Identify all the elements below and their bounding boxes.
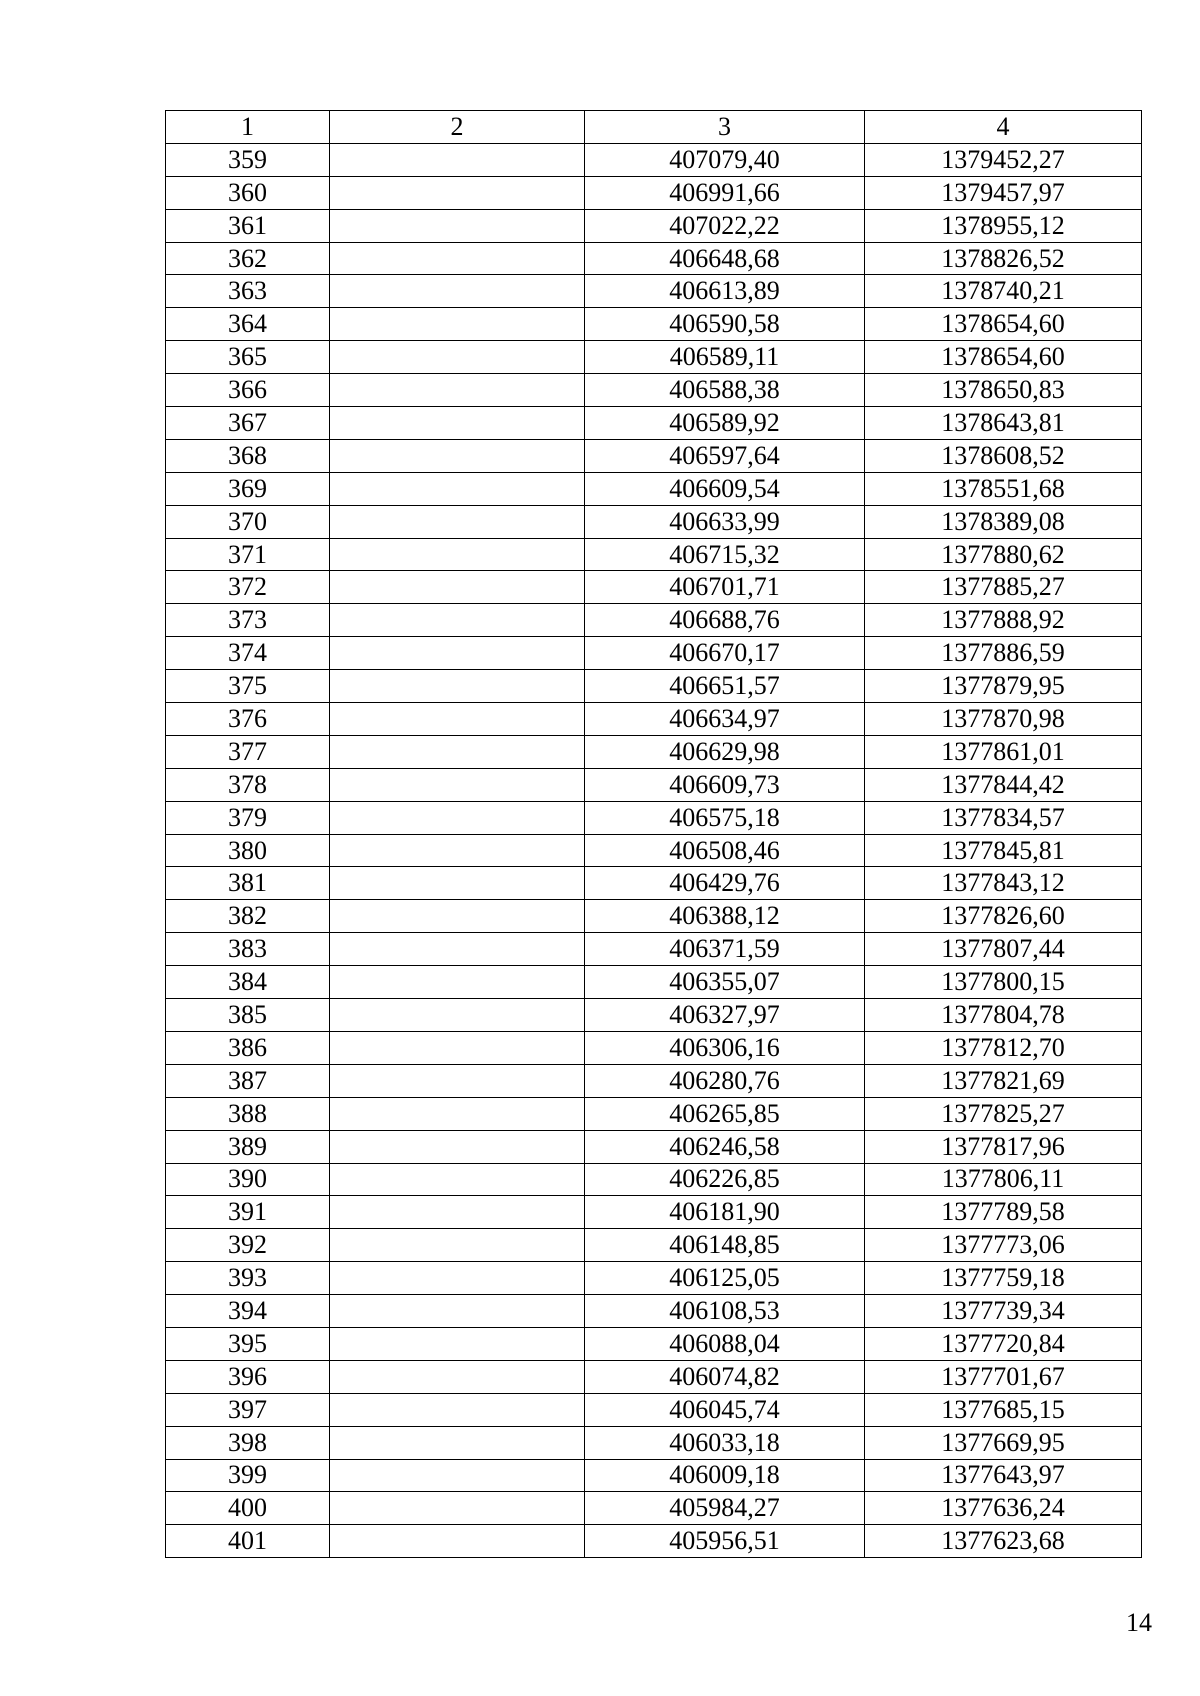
coordinate-y-cell: 1377817,96 [865,1130,1142,1163]
table-row [166,1327,1142,1360]
point-number-cell: 397 [166,1393,330,1426]
coordinate-x-cell: 406009,18 [585,1459,865,1492]
point-number-cell: 366 [166,374,330,407]
coordinate-x-cell: 406609,73 [585,768,865,801]
coordinate-y-cell: 1377826,60 [865,900,1142,933]
table-row [166,1196,1142,1229]
point-number-cell: 361 [166,209,330,242]
column-2-cell [330,867,585,900]
coordinate-x-cell: 406088,04 [585,1327,865,1360]
point-number-cell: 394 [166,1295,330,1328]
column-2-cell [330,374,585,407]
point-number-cell: 393 [166,1262,330,1295]
coordinate-y-cell: 1379452,27 [865,143,1142,176]
coordinate-x-cell: 406589,11 [585,341,865,374]
column-2-cell [330,900,585,933]
table-row [166,1064,1142,1097]
coordinate-y-cell: 1377685,15 [865,1393,1142,1426]
coordinate-x-cell: 406991,66 [585,176,865,209]
coordinate-y-cell: 1377821,69 [865,1064,1142,1097]
column-2-cell [330,1492,585,1525]
point-number-cell: 363 [166,275,330,308]
table-row [166,801,1142,834]
column-2-cell [330,505,585,538]
point-number-cell: 381 [166,867,330,900]
point-number-cell: 360 [166,176,330,209]
table-row [166,604,1142,637]
coordinate-y-cell: 1377806,11 [865,1163,1142,1196]
table-row [166,143,1142,176]
coordinate-y-cell: 1379457,97 [865,176,1142,209]
table-row [166,834,1142,867]
point-number-cell: 392 [166,1229,330,1262]
point-number-cell: 377 [166,735,330,768]
column-2-cell [330,670,585,703]
coordinate-y-cell: 1378826,52 [865,242,1142,275]
coordinate-y-cell: 1377669,95 [865,1426,1142,1459]
column-header-2: 2 [330,111,585,144]
table-row [166,538,1142,571]
table-row [166,407,1142,440]
column-2-cell [330,768,585,801]
coordinate-x-cell: 406045,74 [585,1393,865,1426]
column-2-cell [330,834,585,867]
coordinate-y-cell: 1377888,92 [865,604,1142,637]
coordinate-y-cell: 1378608,52 [865,439,1142,472]
coordinate-x-cell: 407022,22 [585,209,865,242]
point-number-cell: 390 [166,1163,330,1196]
point-number-cell: 385 [166,999,330,1032]
table-row [166,1426,1142,1459]
point-number-cell: 388 [166,1097,330,1130]
coordinate-y-cell: 1377739,34 [865,1295,1142,1328]
column-2-cell [330,1327,585,1360]
coordinate-y-cell: 1377870,98 [865,703,1142,736]
page-number: 14 [1126,1608,1152,1637]
column-2-cell [330,966,585,999]
column-header-4: 4 [865,111,1142,144]
column-2-cell [330,1064,585,1097]
table-row [166,505,1142,538]
coordinate-y-cell: 1377789,58 [865,1196,1142,1229]
point-number-cell: 359 [166,143,330,176]
column-2-cell [330,308,585,341]
column-2-cell [330,1525,585,1558]
table-row [166,1130,1142,1163]
coordinate-x-cell: 406033,18 [585,1426,865,1459]
table-row [166,1163,1142,1196]
table-row [166,1360,1142,1393]
coordinate-y-cell: 1377643,97 [865,1459,1142,1492]
coordinate-x-cell: 406181,90 [585,1196,865,1229]
header-row [166,111,1142,144]
table-row [166,933,1142,966]
point-number-cell: 371 [166,538,330,571]
coordinate-y-cell: 1377843,12 [865,867,1142,900]
point-number-cell: 398 [166,1426,330,1459]
point-number-cell: 375 [166,670,330,703]
column-header-3: 3 [585,111,865,144]
point-number-cell: 389 [166,1130,330,1163]
point-number-cell: 364 [166,308,330,341]
point-number-cell: 401 [166,1525,330,1558]
column-2-cell [330,472,585,505]
table-row [166,374,1142,407]
coordinate-y-cell: 1377759,18 [865,1262,1142,1295]
coordinate-x-cell: 406575,18 [585,801,865,834]
table-row [166,472,1142,505]
column-2-cell [330,176,585,209]
coordinate-x-cell: 406355,07 [585,966,865,999]
coordinate-x-cell: 406688,76 [585,604,865,637]
column-2-cell [330,1163,585,1196]
coordinate-y-cell: 1377720,84 [865,1327,1142,1360]
table-row [166,341,1142,374]
coordinate-x-cell: 406609,54 [585,472,865,505]
column-2-cell [330,1262,585,1295]
column-2-cell [330,1426,585,1459]
coordinate-x-cell: 405984,27 [585,1492,865,1525]
column-2-cell [330,604,585,637]
column-2-cell [330,1196,585,1229]
table-row [166,242,1142,275]
coordinate-x-cell: 406715,32 [585,538,865,571]
coordinate-y-cell: 1377880,62 [865,538,1142,571]
coordinate-x-cell: 406588,38 [585,374,865,407]
table-row [166,1295,1142,1328]
table-row [166,999,1142,1032]
coordinate-y-cell: 1377834,57 [865,801,1142,834]
coordinate-x-cell: 406629,98 [585,735,865,768]
coordinate-y-cell: 1377885,27 [865,571,1142,604]
column-2-cell [330,1097,585,1130]
coordinate-x-cell: 406590,58 [585,308,865,341]
point-number-cell: 386 [166,1031,330,1064]
coordinate-y-cell: 1377773,06 [865,1229,1142,1262]
coordinate-y-cell: 1378955,12 [865,209,1142,242]
coordinate-y-cell: 1377879,95 [865,670,1142,703]
table-row [166,670,1142,703]
coordinate-x-cell: 406327,97 [585,999,865,1032]
column-header-1: 1 [166,111,330,144]
coordinate-y-cell: 1377825,27 [865,1097,1142,1130]
coordinate-x-cell: 406670,17 [585,637,865,670]
coordinate-y-cell: 1377804,78 [865,999,1142,1032]
coordinate-x-cell: 406371,59 [585,933,865,966]
column-2-cell [330,439,585,472]
table-row [166,1459,1142,1492]
column-2-cell [330,1295,585,1328]
column-2-cell [330,933,585,966]
column-2-cell [330,538,585,571]
coordinate-y-cell: 1377844,42 [865,768,1142,801]
point-number-cell: 362 [166,242,330,275]
point-number-cell: 368 [166,439,330,472]
coordinate-x-cell: 407079,40 [585,143,865,176]
point-number-cell: 384 [166,966,330,999]
coordinate-x-cell: 405956,51 [585,1525,865,1558]
coordinate-x-cell: 406388,12 [585,900,865,933]
coordinate-y-cell: 1377623,68 [865,1525,1142,1558]
column-2-cell [330,1229,585,1262]
point-number-cell: 382 [166,900,330,933]
table-row [166,209,1142,242]
table-row [166,1525,1142,1558]
point-number-cell: 387 [166,1064,330,1097]
coordinate-y-cell: 1378740,21 [865,275,1142,308]
coordinate-x-cell: 406648,68 [585,242,865,275]
column-2-cell [330,341,585,374]
point-number-cell: 369 [166,472,330,505]
column-2-cell [330,999,585,1032]
point-number-cell: 399 [166,1459,330,1492]
coordinate-x-cell: 406589,92 [585,407,865,440]
point-number-cell: 391 [166,1196,330,1229]
table-row [166,1229,1142,1262]
column-2-cell [330,735,585,768]
coordinate-y-cell: 1378654,60 [865,308,1142,341]
table-row [166,308,1142,341]
table-header [166,111,1142,144]
table-row [166,966,1142,999]
point-number-cell: 365 [166,341,330,374]
coordinate-x-cell: 406306,16 [585,1031,865,1064]
point-number-cell: 380 [166,834,330,867]
point-number-cell: 383 [166,933,330,966]
point-number-cell: 395 [166,1327,330,1360]
coordinate-x-cell: 406125,05 [585,1262,865,1295]
point-number-cell: 374 [166,637,330,670]
point-number-cell: 379 [166,801,330,834]
column-2-cell [330,1459,585,1492]
table-row [166,275,1142,308]
point-number-cell: 367 [166,407,330,440]
coordinate-y-cell: 1378389,08 [865,505,1142,538]
coordinate-x-cell: 406651,57 [585,670,865,703]
table-row [166,1031,1142,1064]
table-row [166,176,1142,209]
table-row [166,439,1142,472]
table-row [166,867,1142,900]
coordinate-x-cell: 406633,99 [585,505,865,538]
column-2-cell [330,703,585,736]
coordinates-table [165,110,1142,1558]
table-row [166,1393,1142,1426]
column-2-cell [330,801,585,834]
point-number-cell: 378 [166,768,330,801]
coordinate-x-cell: 406108,53 [585,1295,865,1328]
column-2-cell [330,275,585,308]
point-number-cell: 373 [166,604,330,637]
column-2-cell [330,407,585,440]
coordinate-y-cell: 1377636,24 [865,1492,1142,1525]
coordinate-y-cell: 1377812,70 [865,1031,1142,1064]
coordinate-y-cell: 1377861,01 [865,735,1142,768]
coordinate-x-cell: 406148,85 [585,1229,865,1262]
table-body [166,143,1142,1557]
coordinate-x-cell: 406613,89 [585,275,865,308]
coordinate-x-cell: 406280,76 [585,1064,865,1097]
point-number-cell: 370 [166,505,330,538]
table-row [166,1492,1142,1525]
coordinate-y-cell: 1377800,15 [865,966,1142,999]
column-2-cell [330,1360,585,1393]
coordinate-x-cell: 406074,82 [585,1360,865,1393]
coordinate-x-cell: 406634,97 [585,703,865,736]
coordinate-y-cell: 1377886,59 [865,637,1142,670]
column-2-cell [330,1393,585,1426]
coordinate-x-cell: 406246,58 [585,1130,865,1163]
coordinate-y-cell: 1377845,81 [865,834,1142,867]
column-2-cell [330,637,585,670]
coordinate-x-cell: 406597,64 [585,439,865,472]
coordinate-y-cell: 1378643,81 [865,407,1142,440]
coordinate-y-cell: 1377807,44 [865,933,1142,966]
coordinate-y-cell: 1378654,60 [865,341,1142,374]
coordinate-y-cell: 1378551,68 [865,472,1142,505]
point-number-cell: 376 [166,703,330,736]
table-row [166,1262,1142,1295]
point-number-cell: 396 [166,1360,330,1393]
coordinate-x-cell: 406701,71 [585,571,865,604]
point-number-cell: 372 [166,571,330,604]
table-row [166,637,1142,670]
coordinate-y-cell: 1377701,67 [865,1360,1142,1393]
table-row [166,571,1142,604]
coordinate-x-cell: 406508,46 [585,834,865,867]
point-number-cell: 400 [166,1492,330,1525]
column-2-cell [330,1031,585,1064]
table-row [166,735,1142,768]
coordinate-x-cell: 406429,76 [585,867,865,900]
column-2-cell [330,1130,585,1163]
column-2-cell [330,209,585,242]
table-row [166,1097,1142,1130]
coordinate-x-cell: 406226,85 [585,1163,865,1196]
column-2-cell [330,571,585,604]
coordinate-x-cell: 406265,85 [585,1097,865,1130]
table-row [166,768,1142,801]
column-2-cell [330,143,585,176]
table-row [166,900,1142,933]
coordinate-y-cell: 1378650,83 [865,374,1142,407]
column-2-cell [330,242,585,275]
table-row [166,703,1142,736]
